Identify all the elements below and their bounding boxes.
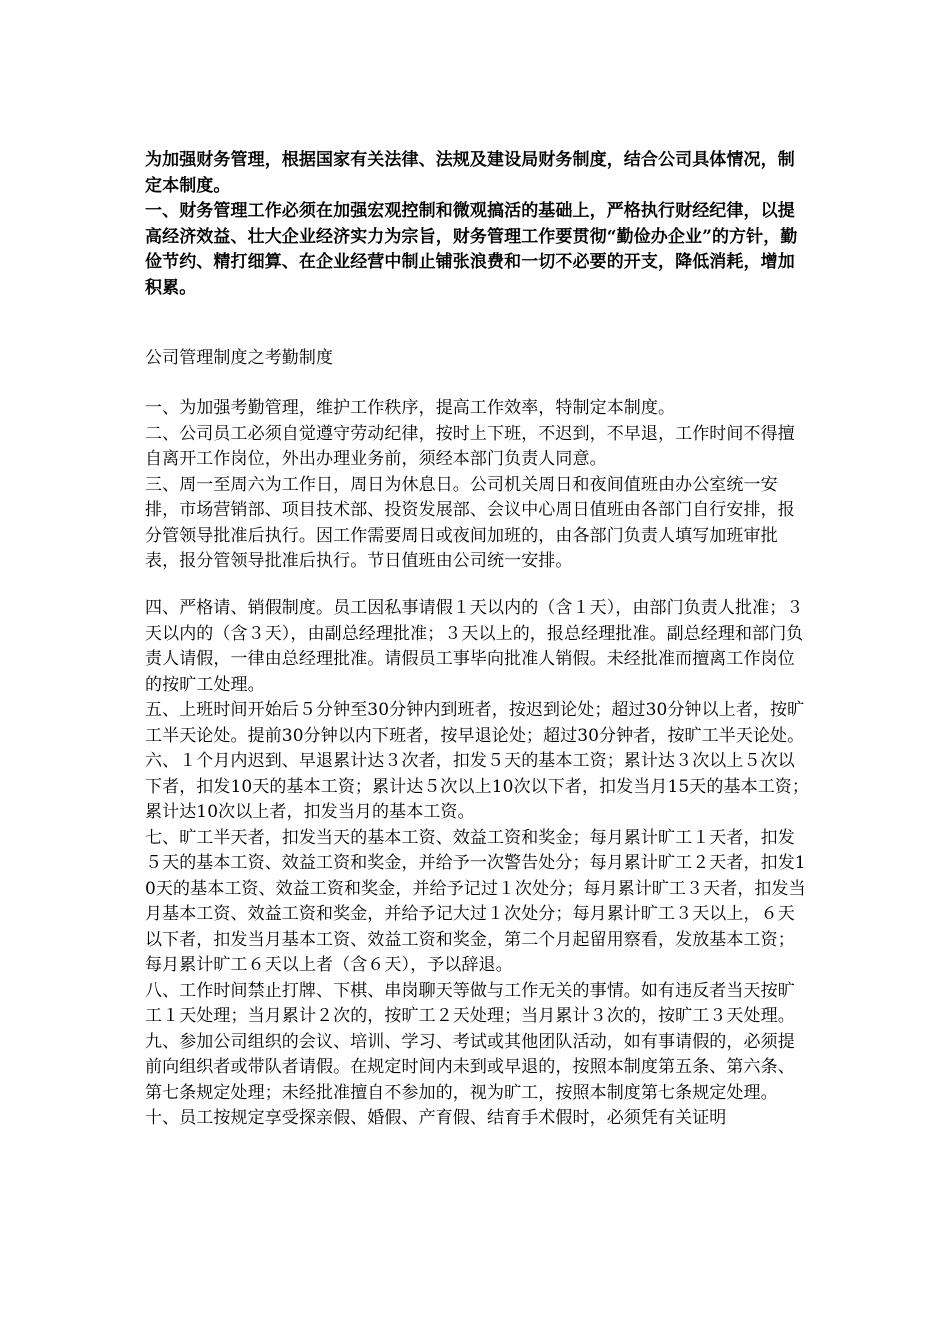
finance-intro-paragraph: 为加强财务管理，根据国家有关法律、法规及建设局财务制度，结合公司具体情况，制定本制度。 bbox=[145, 150, 795, 196]
attendance-item-3: 三、周一至周六为工作日，周日为休息日。公司机关周日和夜间值班由办公室统一安排，市场营销部、项目技术部、投资发展部、会议中心周日值班由各部门自行安排，报分管领导批准后执行。因工作需要周日或夜间加班的，由各部门负责人填写加班审批表，报分管领导批准后执行。节日值班由公司统一安排。 bbox=[145, 474, 795, 571]
attendance-section-part-2 bbox=[145, 596, 810, 1132]
attendance-title-block bbox=[145, 346, 810, 372]
finance-section bbox=[145, 148, 810, 301]
attendance-section-part-1 bbox=[145, 396, 810, 575]
attendance-item-9: 九、参加公司组织的会议、培训、学习、考试或其他团队活动，如有事请假的，必须提前向组织者或带队者请假。在规定时间内未到或早退的，按照本制度第五条、第六条、第七条规定处理；未经批准擅自不参加的，视为旷工，按照本制度第七条规定处理。 bbox=[145, 1031, 795, 1103]
attendance-item-1: 一、为加强考勤管理，维护工作秩序，提高工作效率，特制定本制度。 bbox=[145, 398, 676, 418]
attendance-item-8: 八、工作时间禁止打牌、下棋、串岗聊天等做与工作无关的事情。如有违反者当天按旷工１天处理；当月累计２次的，按旷工２天处理；当月累计３次的，按旷工３天处理。 bbox=[145, 980, 795, 1026]
attendance-title: 公司管理制度之考勤制度 bbox=[145, 348, 334, 368]
attendance-item-2: 二、公司员工必须自觉遵守劳动纪律，按时上下班，不迟到，不早退，工作时间不得擅自离开工作岗位，外出办理业务前，须经本部门负责人同意。 bbox=[145, 423, 795, 469]
finance-item-1-paragraph: 一、财务管理工作必须在加强宏观控制和微观搞活的基础上，严格执行财经纪律，以提高经济效益、壮大企业经济实力为宗旨，财务管理工作要贯彻“勤俭办企业”的方针，勤俭节约、精打细算、在企业经营中制止铺张浪费和一切不必要的开支，降低消耗，增加积累。 bbox=[145, 201, 798, 298]
attendance-item-6: 六、１个月内迟到、早退累计达３次者，扣发５天的基本工资；累计达３次以上５次以下者，扣发10天的基本工资；累计达５次以上10次以下者，扣发当月15天的基本工资；累计达10次以上者，扣发当月的基本工资。 bbox=[145, 751, 809, 822]
attendance-item-7: 七、旷工半天者，扣发当天的基本工资、效益工资和奖金；每月累计旷工１天者，扣发５天的基本工资、效益工资和奖金，并给予一次警告处分；每月累计旷工２天者，扣发10天的基本工资、效益工资和奖金，并给予记过１次处分；每月累计旷工３天者，扣发当月基本工资、效益工资和奖金，并给予记大过１次处分；每月累计旷工３天以上，６天以下者，扣发当月基本工资、效益工资和奖金，第二个月起留用察看，发放基本工资；每月累计旷工６天以上者（含６天），予以辞退。 bbox=[145, 827, 806, 975]
attendance-item-5: 五、上班时间开始后５分钟至30分钟内到班者，按迟到论处；超过30分钟以上者，按旷工半天论处。提前30分钟以内下班者，按早退论处；超过30分钟者，按旷工半天论处。 bbox=[145, 700, 805, 746]
attendance-item-4: 四、严格请、销假制度。员工因私事请假１天以内的（含１天），由部门负责人批准；３天以内的（含３天），由副总经理批准；３天以上的，报总经理批准。副总经理和部门负责人请假，一律由总经理批准。请假员工事毕向批准人销假。未经批准而擅离工作岗位的按旷工处理。 bbox=[145, 598, 804, 695]
attendance-item-10: 十、员工按规定享受探亲假、婚假、产育假、结育手术假时，必须凭有关证明 bbox=[145, 1108, 727, 1128]
